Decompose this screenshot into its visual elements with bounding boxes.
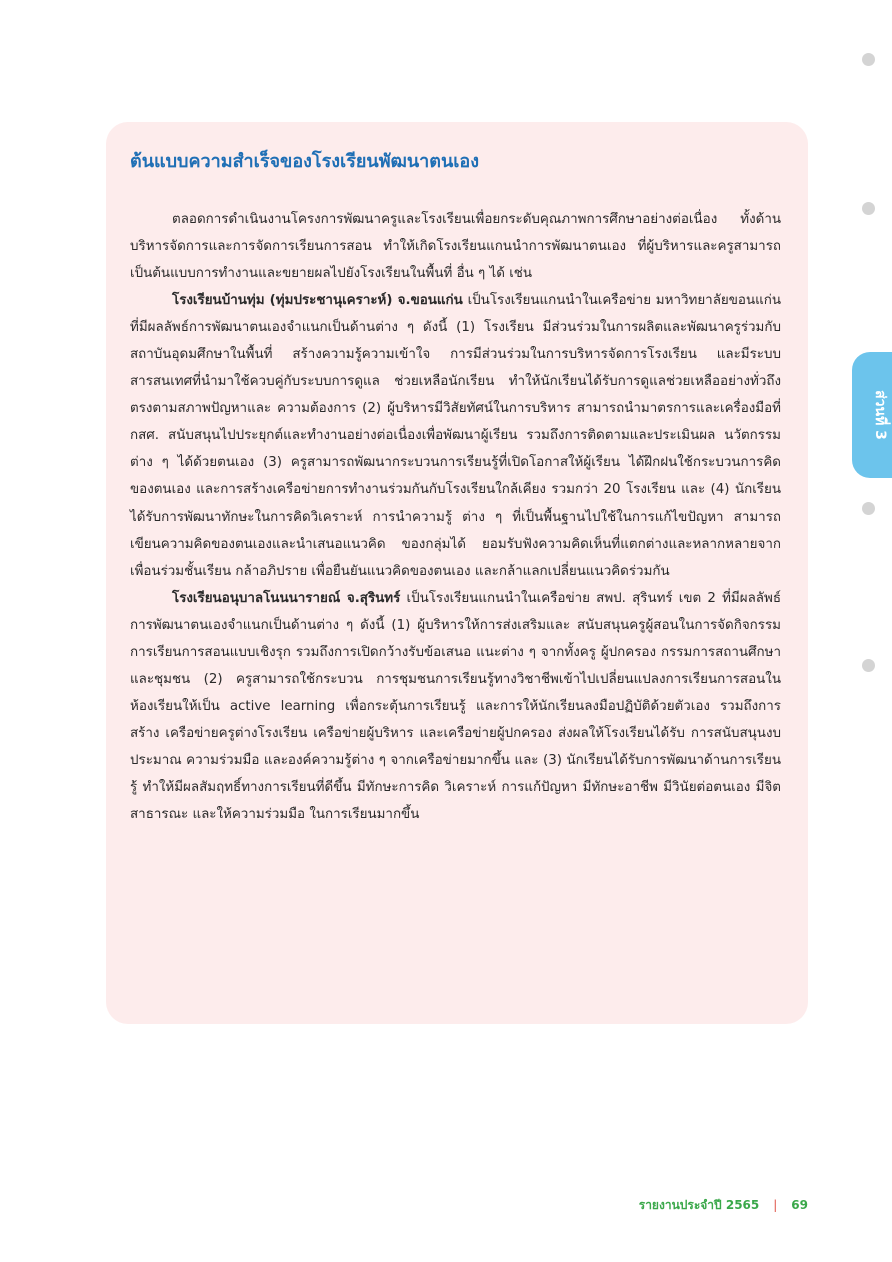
section-tab-label-wrap [868,352,892,478]
decor-dot [862,659,875,672]
article-body [130,206,781,828]
section-tab-label: ส่วนที่ 3 [872,390,889,440]
school1-name: โรงเรียนบ้านทุ่ม (ทุ่มประชานุเคราะห์) จ.ขอนแก่น [172,293,463,309]
school1-text: เป็นโรงเรียนแกนนำในเครือข่าย มหาวิทยาลัยขอนแก่น ที่มีผลลัพธ์การพัฒนาตนเองจำแนกเป็นด้านต่าง ๆ ดังนี้ (1) โรงเรียน มีส่วนร่วมในการผลิตและพัฒนาครูร่วมกับสถาบันอุดมศึกษาในพื้นที่ สร้างความรู้ความเข้าใจ การมีส่วนร่วมในการบริหารจัดการโรงเรียน และมีระบบสารสนเทศที่นำมาใช้ควบคู่กับระบบการดูแล ช่วยเหลือนักเรียน ทำให้นักเรียนได้รับการดูแลช่วยเหลืออย่างทั่วถึงตรงตามสภาพปัญหาและ ความต้องการ (2) ผู้บริหารมีวิสัยทัศน์ในการบริหาร สามารถนำมาตรการและเครื่องมือที่ กสศ. สนับสนุนไปประยุกต์และทำงานอย่างต่อเนื่องเพื่อพัฒนาผู้เรียน รวมถึงการติดตามและประเมินผล นวัตกรรมต่าง ๆ ได้ด้วยตนเอง (3) ครูสามารถพัฒนากระบวนการเรียนรู้ที่เปิดโอกาสให้ผู้เรียน ได้ฝึกฝนใช้กระบวนการคิดของตนเอง และการสร้างเครือข่ายการทำงานร่วมกันกับโรงเรียนใกล้เคียง รวมกว่า 20 โรงเรียน และ (4) นักเรียนได้รับการพัฒนาทักษะในการคิดวิเคราะห์ การนำความรู้ ต่าง ๆ ที่เป็นพื้นฐานไปใช้ในการแก้ไขปัญหา สามารถเขียนความคิดของตนเองและนำเสนอแนวคิด ของกลุ่มได้ ยอมรับฟังความคิดเห็นที่แตกต่างและหลากหลายจากเพื่อนร่วมชั้นเรียน กล้าอภิปราย เพื่อยืนยันแนวคิดของตนเอง และกล้าแลกเปลี่ยนแนวคิดร่วมกัน [130,293,781,579]
article-title: ต้นแบบความสำเร็จของโรงเรียนพัฒนาตนเอง [130,151,480,172]
decor-dot [862,53,875,66]
content-card [106,122,808,1024]
page-footer [639,1196,808,1215]
page-number: 69 [791,1198,808,1212]
school2-paragraph [130,585,781,828]
decor-dot [862,202,875,215]
intro-paragraph: ตลอดการดำเนินงานโครงการพัฒนาครูและโรงเรียนเพื่อยกระดับคุณภาพการศึกษาอย่างต่อเนื่อง ทั้งด้านบริหารจัดการและการจัดการเรียนการสอน ทำให้เกิดโรงเรียนแกนนำการพัฒนาตนเอง ที่ผู้บริหารและครูสามารถเป็นต้นแบบการทำงานและขยายผลไปยังโรงเรียนในพื้นที่ อื่น ๆ ได้ เช่น [130,212,781,282]
decor-dot [862,502,875,515]
school1-paragraph [130,287,781,585]
report-title: รายงานประจำปี 2565 [638,1198,760,1212]
footer-separator: | [773,1198,778,1212]
school2-name: โรงเรียนอนุบาลโนนนารายณ์ จ.สุรินทร์ [172,590,401,606]
school2-text: เป็นโรงเรียนแกนนำในเครือข่าย สพป. สุรินทร์ เขต 2 ที่มีผลลัพธ์การพัฒนาตนเองจำแนกเป็นด้านต่าง ๆ ดังนี้ (1) ผู้บริหารให้การส่งเสริมและ สนับสนุนครูผู้สอนในการจัดกิจกรรมการเรียนการสอนแบบเชิงรุก รวมถึงการเปิดกว้างรับข้อเสนอ แนะต่าง ๆ จากทั้งครู ผู้ปกครอง กรรมการสถานศึกษา และชุมชน (2) ครูสามารถใช้กระบวน การชุมชนการเรียนรู้ทางวิชาชีพเข้าไปเปลี่ยนแปลงการเรียนการสอนในห้องเรียนให้เป็น active learning เพื่อกระตุ้นการเรียนรู้ และการให้นักเรียนลงมือปฏิบัติด้วยตัวเอง รวมถึงการสร้าง เครือข่ายครูต่างโรงเรียน เครือข่ายผู้บริหาร และเครือข่ายผู้ปกครอง ส่งผลให้โรงเรียนได้รับ การสนับสนุนงบประมาณ ความร่วมมือ และองค์ความรู้ต่าง ๆ จากเครือข่ายมากขึ้น และ (3) นักเรียนได้รับการพัฒนาด้านการเรียนรู้ ทำให้มีผลสัมฤทธิ์ทางการเรียนที่ดีขึ้น มีทักษะการคิด วิเคราะห์ การแก้ปัญหา มีทักษะอาชีพ มีวินัยต่อตนเอง มีจิตสาธารณะ และให้ความร่วมมือ ในการเรียนมากขึ้น [130,590,781,823]
